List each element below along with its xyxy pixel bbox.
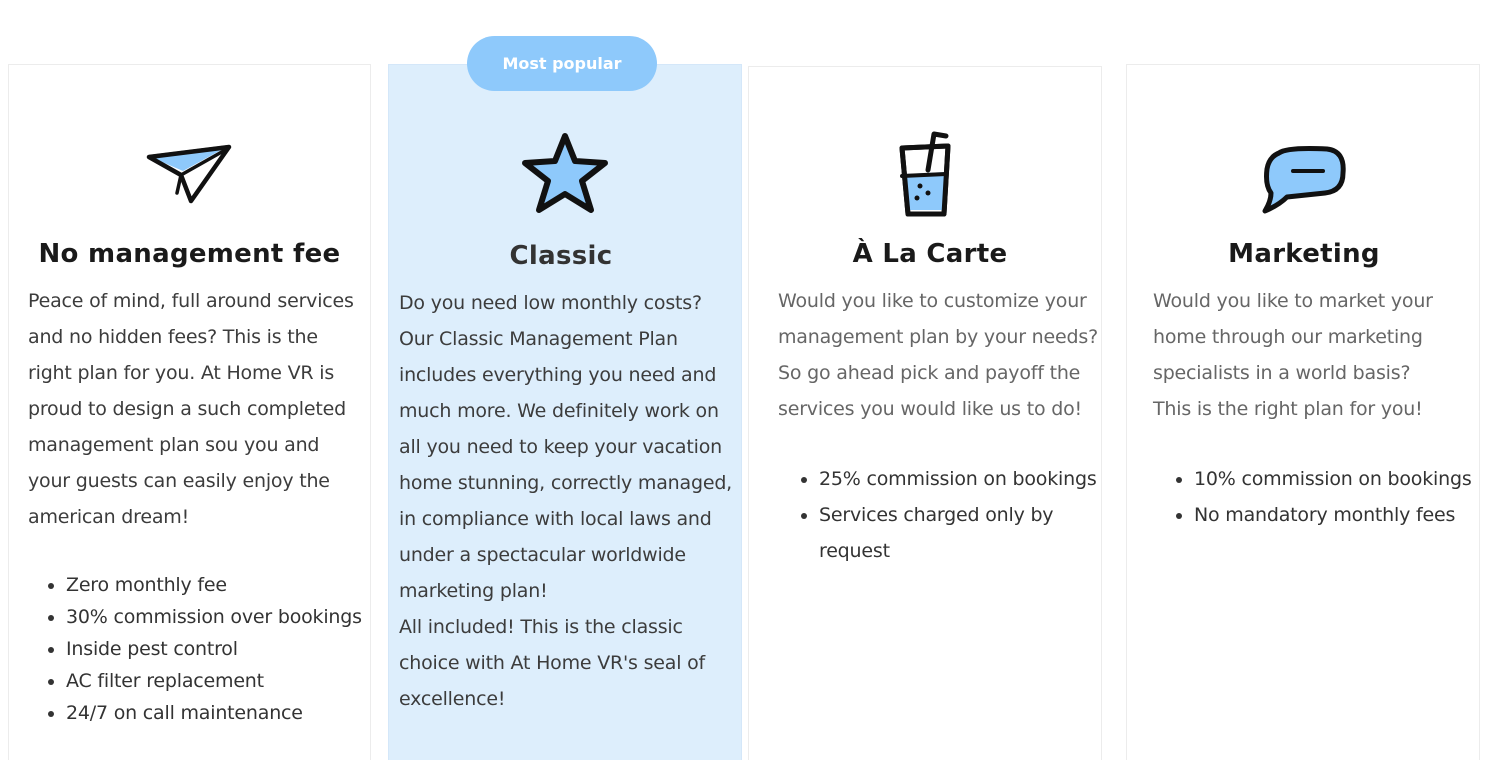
plan-title: Classic [509,241,613,271]
plan-card-a-la-carte [748,66,1102,760]
drink-cup-icon [749,127,1101,223]
feature-item: • 24/7 on call maintenance [66,697,401,729]
plan-title: À La Carte [852,239,1008,269]
feature-item: • Services charged only by request [819,497,1129,569]
star-icon [389,125,741,221]
most-popular-badge: Most popular [467,36,657,91]
plan-features [1156,461,1490,533]
plan-features [28,569,401,729]
feature-item: • Inside pest control [66,633,401,665]
plan-card-marketing [1126,64,1480,760]
plan-title: No management fee [38,239,341,269]
plan-card-classic [388,64,742,760]
paper-plane-icon [9,125,370,221]
feature-item: • No mandatory monthly fees [1194,497,1490,533]
feature-item: • 30% commission over bookings [66,601,401,633]
feature-item: • 25% commission on bookings [819,461,1129,497]
plan-features [781,461,1129,569]
plan-description: Do you need low monthly costs? Our Classic Management Plan includes everything you need and much more. We definitely work on all you need to keep your vacation home stunning, correctly managed, in compliance with local laws and under a spectacular worldwide marketing plan! All included! This is the classic choice with At Home VR's seal of excellence! [399,292,733,710]
plan-description: Would you like to market your home through our marketing specialists in a world basis? This is the right plan for you! [1153,290,1433,420]
plan-description: Peace of mind, full around services and no hidden fees? This is the right plan for you. At Home VR is proud to design a such completed management plan sou you and your guests can easily enjoy the american dream! [28,290,354,528]
plan-card-no-management-fee [8,64,371,760]
feature-item: • Zero monthly fee [66,569,401,601]
speech-bubble-icon [1127,131,1479,227]
feature-item: • AC filter replacement [66,665,401,697]
plan-description: Would you like to customize your management plan by your needs? So go ahead pick and payoff the services you would like us to do! [778,290,1098,420]
feature-item: • 10% commission on bookings [1194,461,1490,497]
plan-title: Marketing [1228,239,1380,269]
